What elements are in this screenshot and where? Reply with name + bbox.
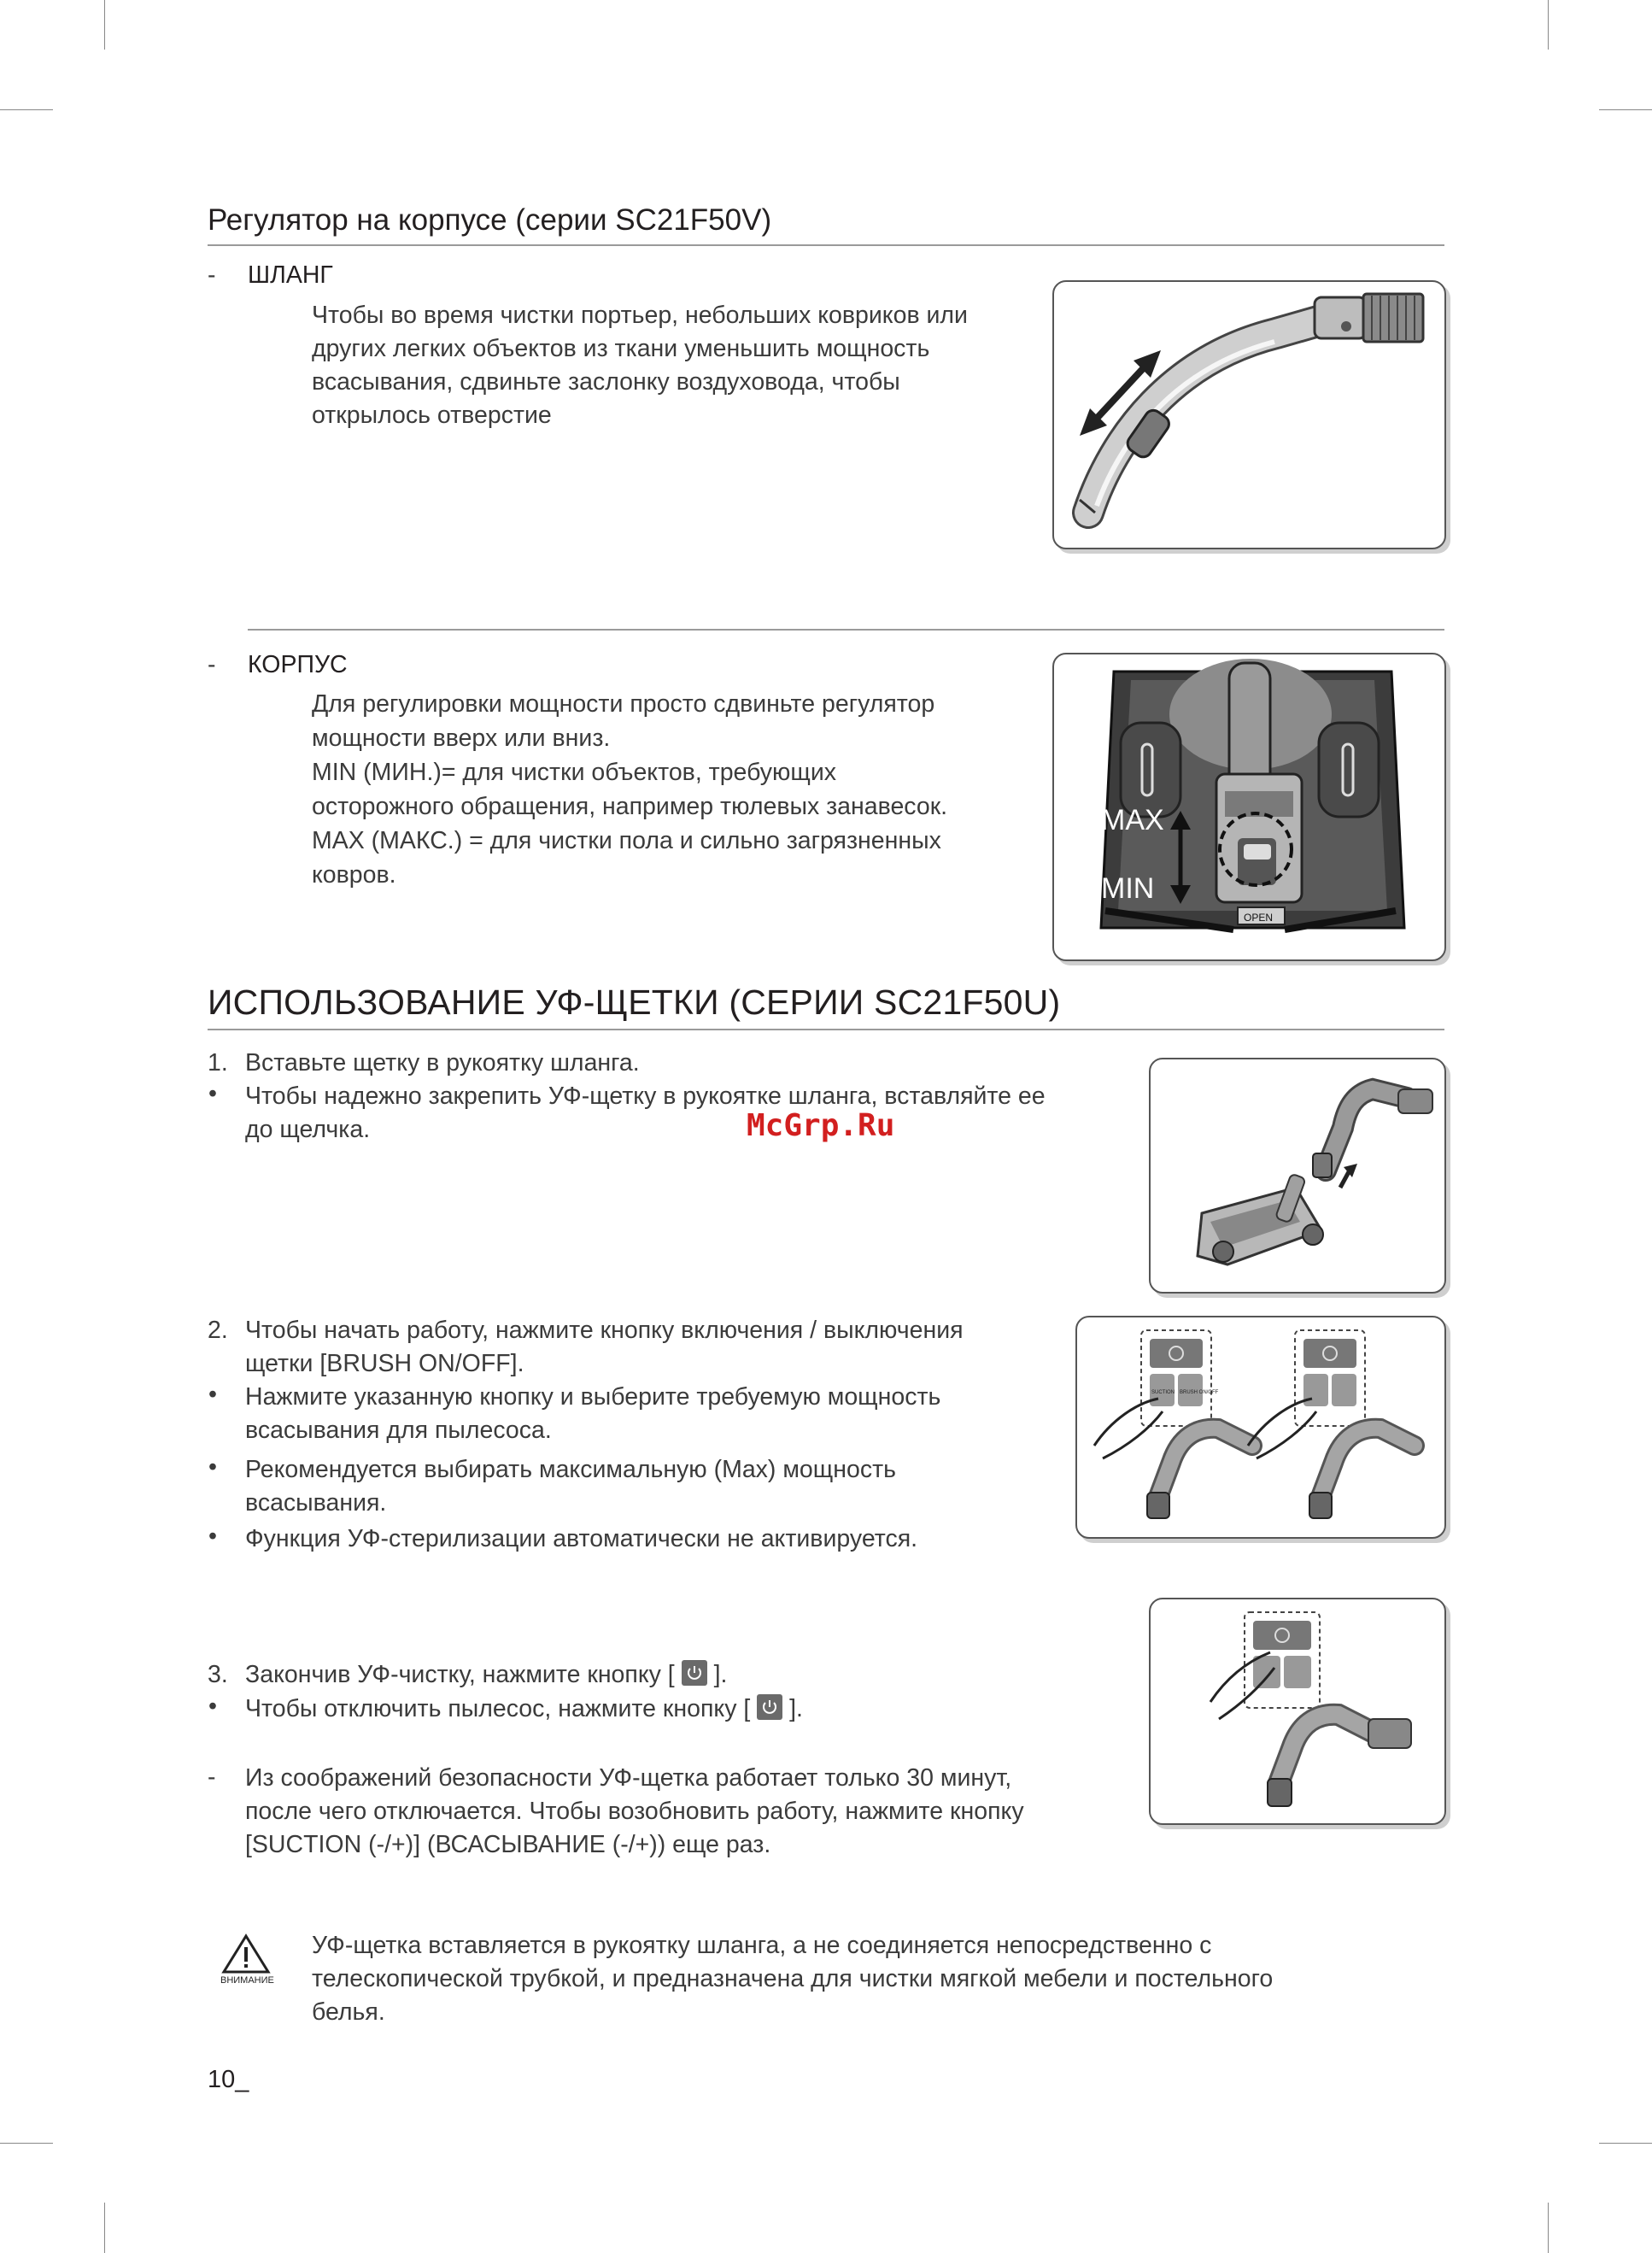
text-line: мощности вверх или вниз.: [312, 724, 611, 752]
bullet-marker: •: [208, 1523, 217, 1550]
step3-text: [245, 1658, 727, 1692]
text-line: MIN (МИН.)= для чистки объектов, требующих: [312, 759, 837, 786]
text-line: до щелчка.: [245, 1116, 371, 1143]
warning-triangle-icon: [220, 1933, 272, 1975]
caution-text: [312, 1929, 1439, 2029]
divider-rule: [248, 629, 1444, 631]
crop-mark: [0, 2143, 53, 2144]
crop-mark: [1548, 2203, 1549, 2253]
step-number: 1.: [208, 1049, 228, 1077]
text-line: Нажмите указанную кнопку и выберите требуемую мощность: [245, 1383, 941, 1411]
crop-mark: [1548, 0, 1549, 50]
section-heading-uv-brush: ИСПОЛЬЗОВАНИЕ УФ-ЩЕТКИ (СЕРИИ SC21F50U): [208, 983, 1061, 1022]
dash-marker: -: [208, 651, 216, 678]
crop-mark: [1599, 2143, 1652, 2144]
text-line: ковров.: [312, 860, 396, 889]
body-label: КОРПУС: [248, 651, 348, 678]
brush-onoff-illustration: [1077, 1317, 1444, 1537]
text-line: осторожного обращения, например тюлевых занавесок.: [312, 792, 948, 820]
step1-text: Вставьте щетку в рукоятку шланга.: [245, 1049, 640, 1077]
text-line: УФ-щетка вставляется в рукоятку шланга, а не соединяется непосредственно с: [312, 1932, 1212, 1959]
heading-rule: [208, 1029, 1444, 1030]
text-line: белья.: [312, 1998, 385, 2026]
safety-note: [245, 1762, 1185, 1862]
dash-marker: -: [208, 261, 216, 289]
power-off-illustration: [1151, 1599, 1444, 1823]
caution-block-icon: [220, 1933, 272, 1992]
brush-label: BRUSH ON/OFF: [1180, 1390, 1219, 1395]
text-line: Для регулировки мощности просто сдвиньте регулятор: [312, 690, 935, 718]
power-off-figure: [1149, 1598, 1446, 1825]
bullet-marker: •: [208, 1693, 217, 1720]
vacuum-body-illustration: [1054, 654, 1444, 959]
hose-label: ШЛАНГ: [248, 261, 333, 289]
step-number: 2.: [208, 1317, 228, 1344]
crop-mark: [104, 2203, 105, 2253]
hose-illustration: [1054, 282, 1444, 548]
caution-label: ВНИМАНИЕ: [220, 1975, 274, 1986]
text-fragment: ].: [713, 1661, 728, 1688]
panel-left: [1094, 1330, 1252, 1518]
open-label: OPEN: [1244, 912, 1274, 924]
text-line: открылось отверстие: [312, 402, 552, 429]
watermark: McGrp.Ru: [747, 1108, 895, 1143]
brush-onoff-figure: [1075, 1316, 1446, 1539]
text-line: Из соображений безопасности УФ-щетка работает только 30 минут,: [245, 1764, 1012, 1792]
text-fragment: Чтобы отключить пылесос, нажмите кнопку [: [245, 1695, 751, 1722]
text-line: других легких объектов из ткани уменьшить мощность: [312, 335, 930, 362]
text-line: после чего отключается. Чтобы возобновить работу, нажмите кнопку: [245, 1798, 1024, 1825]
step2-text: [245, 1314, 1065, 1381]
bullet-marker: •: [208, 1080, 217, 1107]
step2-bullet-3: [245, 1523, 1065, 1556]
text-line: всасывания для пылесоса.: [245, 1417, 552, 1444]
crop-mark: [104, 0, 105, 50]
text-line: Рекомендуется выбирать максимальную (Max) мощность: [245, 1456, 896, 1483]
text-fragment: ].: [789, 1695, 803, 1722]
step2-bullet-2: [245, 1453, 1065, 1520]
crop-mark: [0, 109, 53, 110]
section-heading-regulator: Регулятор на корпусе (серии SC21F50V): [208, 203, 772, 237]
power-button-icon: [757, 1694, 782, 1720]
text-line: всасывания, сдвиньте заслонку воздуховода, чтобы: [312, 368, 900, 396]
text-line: Чтобы во время чистки портьер, небольших ковриков или: [312, 302, 968, 329]
suction-label: SUCTION: [1151, 1390, 1175, 1395]
brush-insert-illustration: [1151, 1059, 1444, 1292]
crop-mark: [1599, 109, 1652, 110]
step-number: 3.: [208, 1661, 228, 1688]
panel-right: [1248, 1330, 1415, 1518]
hose-description: [312, 299, 1063, 432]
text-line: MAX (МАКС.) = для чистки пола и сильно загрязненных: [312, 827, 941, 854]
brush-insert-figure: [1149, 1058, 1446, 1294]
text-line: Чтобы начать работу, нажмите кнопку включения / выключения: [245, 1317, 964, 1344]
text-line: Чтобы надежно закрепить УФ-щетку в рукоятке шланга, вставляйте ее: [245, 1082, 1046, 1110]
step2-bullet-1: [245, 1381, 1065, 1447]
hose-figure: [1052, 280, 1446, 549]
power-button-icon: [682, 1660, 707, 1686]
max-label: MAX: [1101, 804, 1164, 836]
body-regulator-figure: [1052, 653, 1446, 961]
min-label: MIN: [1101, 872, 1155, 905]
text-fragment: Закончив УФ-чистку, нажмите кнопку [: [245, 1661, 675, 1688]
step1-bullet: [245, 1080, 1142, 1147]
bullet-marker: •: [208, 1453, 217, 1481]
heading-rule: [208, 244, 1444, 246]
step3-bullet: [245, 1693, 803, 1726]
text-line: щетки [BRUSH ON/OFF].: [245, 1350, 524, 1377]
text-line: всасывания.: [245, 1489, 387, 1517]
dash-marker: -: [208, 1763, 216, 1791]
page-number: 10_: [208, 2066, 249, 2093]
text-line: Функция УФ-стерилизации автоматически не активируется.: [245, 1525, 918, 1552]
text-line: телескопической трубкой, и предназначена для чистки мягкой мебели и постельного: [312, 1965, 1274, 1992]
text-line: [SUCTION (-/+)] (ВСАСЫВАНИЕ (-/+)) еще раз.: [245, 1831, 771, 1858]
bullet-marker: •: [208, 1381, 217, 1408]
body-description: [312, 688, 1046, 892]
